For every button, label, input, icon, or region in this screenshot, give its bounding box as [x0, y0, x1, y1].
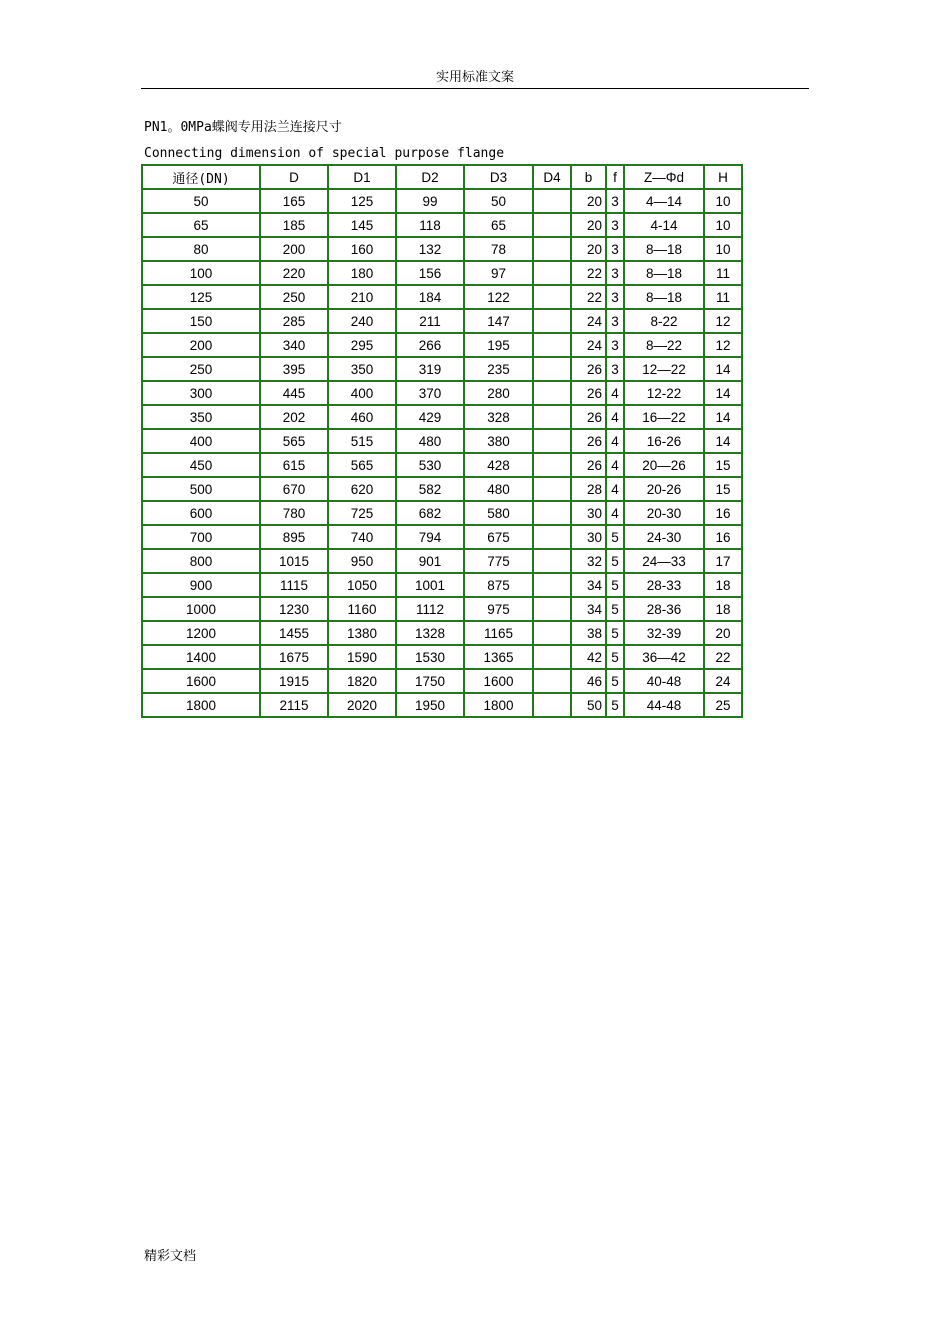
cell-d: 1115 — [260, 573, 328, 597]
cell-d2: 319 — [396, 357, 464, 381]
cell-d1: 145 — [328, 213, 396, 237]
cell-d4 — [533, 429, 571, 453]
table-row — [142, 381, 742, 405]
cell-b: 38 — [571, 621, 606, 645]
cell-d2: 1001 — [396, 573, 464, 597]
cell-d: 200 — [260, 237, 328, 261]
cell-h: 11 — [704, 285, 742, 309]
table-row — [142, 213, 742, 237]
cell-dn: 900 — [142, 573, 260, 597]
cell-h: 16 — [704, 501, 742, 525]
cell-f: 5 — [606, 573, 624, 597]
cell-b: 22 — [571, 285, 606, 309]
cell-d4 — [533, 645, 571, 669]
cell-f: 5 — [606, 621, 624, 645]
cell-d4 — [533, 501, 571, 525]
table-row — [142, 549, 742, 573]
cell-d2: 132 — [396, 237, 464, 261]
cell-f: 5 — [606, 669, 624, 693]
cell-d3: 97 — [464, 261, 533, 285]
cell-h: 12 — [704, 333, 742, 357]
table-row — [142, 501, 742, 525]
cell-d: 1675 — [260, 645, 328, 669]
cell-d3: 78 — [464, 237, 533, 261]
cell-d1: 240 — [328, 309, 396, 333]
cell-d3: 1365 — [464, 645, 533, 669]
cell-d1: 125 — [328, 189, 396, 213]
page-header: 实用标准文案 — [141, 68, 809, 89]
table-row — [142, 453, 742, 477]
cell-f: 3 — [606, 309, 624, 333]
cell-d3: 580 — [464, 501, 533, 525]
cell-h: 15 — [704, 453, 742, 477]
cell-d2: 582 — [396, 477, 464, 501]
cell-d2: 794 — [396, 525, 464, 549]
cell-dn: 150 — [142, 309, 260, 333]
cell-h: 14 — [704, 405, 742, 429]
cell-h: 18 — [704, 573, 742, 597]
cell-d2: 266 — [396, 333, 464, 357]
cell-d: 1230 — [260, 597, 328, 621]
cell-dn: 100 — [142, 261, 260, 285]
cell-dn: 500 — [142, 477, 260, 501]
cell-d2: 1328 — [396, 621, 464, 645]
table-row — [142, 573, 742, 597]
cell-b: 50 — [571, 693, 606, 717]
cell-f: 4 — [606, 477, 624, 501]
cell-b: 24 — [571, 309, 606, 333]
cell-h: 15 — [704, 477, 742, 501]
cell-f: 4 — [606, 453, 624, 477]
cell-h: 14 — [704, 357, 742, 381]
cell-h: 11 — [704, 261, 742, 285]
cell-d4 — [533, 213, 571, 237]
cell-d3: 975 — [464, 597, 533, 621]
cell-d4 — [533, 189, 571, 213]
cell-d3: 122 — [464, 285, 533, 309]
cell-z-phi-d: 36—42 — [624, 645, 704, 669]
cell-f: 5 — [606, 549, 624, 573]
cell-d2: 1950 — [396, 693, 464, 717]
cell-f: 5 — [606, 597, 624, 621]
cell-d1: 460 — [328, 405, 396, 429]
cell-dn: 125 — [142, 285, 260, 309]
cell-d3: 480 — [464, 477, 533, 501]
cell-d: 895 — [260, 525, 328, 549]
cell-h: 20 — [704, 621, 742, 645]
cell-d3: 147 — [464, 309, 533, 333]
cell-b: 34 — [571, 573, 606, 597]
cell-f: 5 — [606, 693, 624, 717]
cell-d4 — [533, 549, 571, 573]
cell-d: 340 — [260, 333, 328, 357]
cell-d: 565 — [260, 429, 328, 453]
cell-d4 — [533, 381, 571, 405]
cell-d1: 1380 — [328, 621, 396, 645]
cell-d: 395 — [260, 357, 328, 381]
cell-d4 — [533, 477, 571, 501]
header-d1: D1 — [328, 165, 396, 189]
cell-z-phi-d: 16-26 — [624, 429, 704, 453]
cell-b: 42 — [571, 645, 606, 669]
cell-f: 5 — [606, 645, 624, 669]
flange-dimension-table — [141, 164, 743, 718]
cell-d4 — [533, 693, 571, 717]
cell-d1: 1050 — [328, 573, 396, 597]
table-row — [142, 405, 742, 429]
cell-dn: 1400 — [142, 645, 260, 669]
cell-d1: 2020 — [328, 693, 396, 717]
cell-z-phi-d: 28-36 — [624, 597, 704, 621]
table-title-chinese: PN1。0MPa蝶阀专用法兰连接尺寸 — [144, 120, 342, 135]
cell-h: 24 — [704, 669, 742, 693]
cell-d3: 50 — [464, 189, 533, 213]
header-h: H — [704, 165, 742, 189]
cell-z-phi-d: 20-26 — [624, 477, 704, 501]
cell-d4 — [533, 525, 571, 549]
cell-d2: 184 — [396, 285, 464, 309]
cell-f: 4 — [606, 381, 624, 405]
cell-d1: 400 — [328, 381, 396, 405]
cell-d: 1015 — [260, 549, 328, 573]
cell-dn: 200 — [142, 333, 260, 357]
table-row — [142, 693, 742, 717]
cell-z-phi-d: 8—18 — [624, 261, 704, 285]
cell-d: 670 — [260, 477, 328, 501]
cell-h: 17 — [704, 549, 742, 573]
table-row — [142, 669, 742, 693]
cell-b: 30 — [571, 525, 606, 549]
cell-d1: 620 — [328, 477, 396, 501]
cell-dn: 400 — [142, 429, 260, 453]
table-row — [142, 237, 742, 261]
header-z-phi-d: Z—Φd — [624, 165, 704, 189]
cell-h: 12 — [704, 309, 742, 333]
header-f: f — [606, 165, 624, 189]
cell-d3: 235 — [464, 357, 533, 381]
table-row — [142, 285, 742, 309]
cell-d2: 682 — [396, 501, 464, 525]
cell-d: 285 — [260, 309, 328, 333]
cell-d4 — [533, 669, 571, 693]
cell-dn: 80 — [142, 237, 260, 261]
table-body — [142, 189, 742, 717]
header-d2: D2 — [396, 165, 464, 189]
cell-dn: 1000 — [142, 597, 260, 621]
cell-h: 16 — [704, 525, 742, 549]
cell-z-phi-d: 8-22 — [624, 309, 704, 333]
cell-z-phi-d: 4-14 — [624, 213, 704, 237]
cell-h: 14 — [704, 381, 742, 405]
cell-d3: 675 — [464, 525, 533, 549]
cell-dn: 350 — [142, 405, 260, 429]
cell-d4 — [533, 573, 571, 597]
cell-d2: 1750 — [396, 669, 464, 693]
cell-d3: 1800 — [464, 693, 533, 717]
table-row — [142, 261, 742, 285]
cell-dn: 1200 — [142, 621, 260, 645]
cell-z-phi-d: 24—33 — [624, 549, 704, 573]
header-dn: 通径(DN) — [142, 165, 260, 189]
table-row — [142, 357, 742, 381]
cell-dn: 1600 — [142, 669, 260, 693]
page-footer: 精彩文档 — [144, 1249, 197, 1264]
cell-dn: 50 — [142, 189, 260, 213]
table-row — [142, 333, 742, 357]
cell-z-phi-d: 20—26 — [624, 453, 704, 477]
cell-d1: 725 — [328, 501, 396, 525]
header-d3: D3 — [464, 165, 533, 189]
cell-d: 445 — [260, 381, 328, 405]
cell-z-phi-d: 32-39 — [624, 621, 704, 645]
cell-dn: 1800 — [142, 693, 260, 717]
table-row — [142, 189, 742, 213]
cell-z-phi-d: 44-48 — [624, 693, 704, 717]
cell-d3: 1165 — [464, 621, 533, 645]
cell-dn: 250 — [142, 357, 260, 381]
cell-d: 1915 — [260, 669, 328, 693]
cell-d4 — [533, 309, 571, 333]
cell-d2: 530 — [396, 453, 464, 477]
cell-d: 202 — [260, 405, 328, 429]
header-b: b — [571, 165, 606, 189]
cell-b: 20 — [571, 213, 606, 237]
cell-f: 3 — [606, 213, 624, 237]
cell-f: 3 — [606, 261, 624, 285]
cell-h: 10 — [704, 189, 742, 213]
cell-z-phi-d: 28-33 — [624, 573, 704, 597]
cell-d1: 180 — [328, 261, 396, 285]
cell-d1: 210 — [328, 285, 396, 309]
cell-d4 — [533, 285, 571, 309]
cell-b: 30 — [571, 501, 606, 525]
cell-z-phi-d: 12-22 — [624, 381, 704, 405]
cell-d4 — [533, 333, 571, 357]
cell-d1: 160 — [328, 237, 396, 261]
cell-d1: 1590 — [328, 645, 396, 669]
table-title-english: Connecting dimension of special purpose flange — [144, 146, 505, 161]
cell-d4 — [533, 237, 571, 261]
cell-h: 22 — [704, 645, 742, 669]
cell-d: 165 — [260, 189, 328, 213]
cell-z-phi-d: 4—14 — [624, 189, 704, 213]
cell-f: 3 — [606, 285, 624, 309]
cell-f: 5 — [606, 525, 624, 549]
cell-d1: 1160 — [328, 597, 396, 621]
cell-d3: 428 — [464, 453, 533, 477]
cell-d4 — [533, 621, 571, 645]
cell-h: 18 — [704, 597, 742, 621]
cell-d2: 480 — [396, 429, 464, 453]
cell-b: 26 — [571, 429, 606, 453]
cell-b: 46 — [571, 669, 606, 693]
table-row — [142, 621, 742, 645]
cell-d1: 295 — [328, 333, 396, 357]
cell-d: 2115 — [260, 693, 328, 717]
table-row — [142, 309, 742, 333]
cell-b: 32 — [571, 549, 606, 573]
cell-d: 780 — [260, 501, 328, 525]
cell-b: 24 — [571, 333, 606, 357]
table-row — [142, 597, 742, 621]
cell-z-phi-d: 24-30 — [624, 525, 704, 549]
cell-b: 20 — [571, 189, 606, 213]
cell-z-phi-d: 8—18 — [624, 285, 704, 309]
cell-z-phi-d: 8—18 — [624, 237, 704, 261]
cell-b: 26 — [571, 381, 606, 405]
cell-h: 10 — [704, 213, 742, 237]
header-d: D — [260, 165, 328, 189]
cell-h: 10 — [704, 237, 742, 261]
cell-d1: 515 — [328, 429, 396, 453]
cell-d1: 1820 — [328, 669, 396, 693]
cell-d3: 1600 — [464, 669, 533, 693]
cell-d: 615 — [260, 453, 328, 477]
cell-d3: 328 — [464, 405, 533, 429]
cell-d2: 118 — [396, 213, 464, 237]
cell-h: 25 — [704, 693, 742, 717]
cell-d3: 195 — [464, 333, 533, 357]
cell-b: 34 — [571, 597, 606, 621]
cell-d3: 380 — [464, 429, 533, 453]
cell-d: 185 — [260, 213, 328, 237]
cell-b: 22 — [571, 261, 606, 285]
header-d4: D4 — [533, 165, 571, 189]
cell-f: 4 — [606, 405, 624, 429]
table-row — [142, 525, 742, 549]
cell-f: 4 — [606, 429, 624, 453]
cell-d1: 565 — [328, 453, 396, 477]
cell-d3: 65 — [464, 213, 533, 237]
cell-dn: 300 — [142, 381, 260, 405]
cell-d2: 156 — [396, 261, 464, 285]
cell-d3: 875 — [464, 573, 533, 597]
cell-z-phi-d: 12—22 — [624, 357, 704, 381]
table-row — [142, 645, 742, 669]
cell-d2: 99 — [396, 189, 464, 213]
table-row — [142, 477, 742, 501]
cell-d3: 775 — [464, 549, 533, 573]
cell-z-phi-d: 8—22 — [624, 333, 704, 357]
cell-f: 4 — [606, 501, 624, 525]
cell-dn: 600 — [142, 501, 260, 525]
cell-d2: 901 — [396, 549, 464, 573]
cell-d4 — [533, 453, 571, 477]
cell-f: 3 — [606, 189, 624, 213]
cell-d4 — [533, 405, 571, 429]
cell-dn: 800 — [142, 549, 260, 573]
cell-d3: 280 — [464, 381, 533, 405]
cell-d: 1455 — [260, 621, 328, 645]
cell-f: 3 — [606, 357, 624, 381]
cell-b: 20 — [571, 237, 606, 261]
cell-f: 3 — [606, 237, 624, 261]
cell-d4 — [533, 597, 571, 621]
cell-d2: 1112 — [396, 597, 464, 621]
cell-d2: 370 — [396, 381, 464, 405]
cell-b: 26 — [571, 453, 606, 477]
cell-d2: 211 — [396, 309, 464, 333]
table-header-row — [142, 165, 742, 189]
cell-dn: 450 — [142, 453, 260, 477]
cell-d1: 950 — [328, 549, 396, 573]
cell-z-phi-d: 16—22 — [624, 405, 704, 429]
cell-z-phi-d: 40-48 — [624, 669, 704, 693]
cell-z-phi-d: 20-30 — [624, 501, 704, 525]
cell-d2: 1530 — [396, 645, 464, 669]
cell-f: 3 — [606, 333, 624, 357]
cell-dn: 65 — [142, 213, 260, 237]
cell-d1: 740 — [328, 525, 396, 549]
cell-d: 220 — [260, 261, 328, 285]
cell-d1: 350 — [328, 357, 396, 381]
cell-d4 — [533, 357, 571, 381]
cell-b: 26 — [571, 405, 606, 429]
cell-d: 250 — [260, 285, 328, 309]
cell-b: 28 — [571, 477, 606, 501]
cell-dn: 700 — [142, 525, 260, 549]
cell-d4 — [533, 261, 571, 285]
cell-b: 26 — [571, 357, 606, 381]
table-row — [142, 429, 742, 453]
cell-h: 14 — [704, 429, 742, 453]
cell-d2: 429 — [396, 405, 464, 429]
